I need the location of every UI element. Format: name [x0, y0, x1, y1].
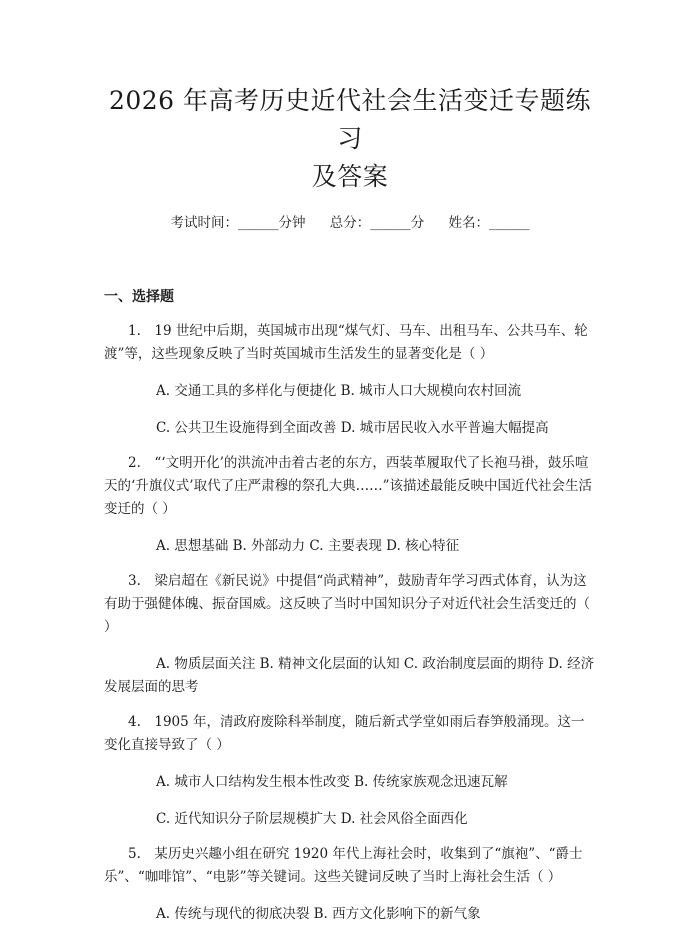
exam-meta: [104, 212, 596, 234]
question-4-options-line-2: C. 近代知识分子阶层规模扩大 D. 社会风俗全面西化: [156, 811, 468, 827]
total-score-field: 总分：______分: [329, 215, 425, 231]
question-4-options: [104, 771, 596, 831]
question-2: 2. “‘文明开化’的洪流冲击着古老的东方，西装革履取代了长袍马褂，鼓乐喧天的‘升旗仪式’取代了庄严肃穆的祭孔大典……”该描述最能反映中国近代社会生活变迁的（ ）: [104, 455, 592, 517]
question-5-options-line-1: A. 传统与现代的彻底决裂 B. 西方文化影响下的新气象: [156, 906, 481, 922]
question-1-options: [104, 380, 596, 440]
question-1-options-line-1: A. 交通工具的多样化与便捷化 B. 城市人口大规模向农村回流: [156, 383, 522, 399]
section-heading: 一、选择题: [104, 289, 174, 305]
question-4-options-line-1: A. 城市人口结构发生根本性改变 B. 传统家族观念迅速瓦解: [156, 774, 508, 790]
question-2-options: [104, 535, 596, 558]
document-title: [104, 0, 596, 196]
question-5-options: [104, 903, 596, 926]
question-1-options-line-2: C. 公共卫生设施得到全面改善 D. 城市居民收入水平普遍大幅提高: [156, 420, 549, 436]
question-3-options: [104, 653, 596, 699]
student-name-field: 姓名：______: [448, 215, 530, 231]
title-line-2: 及答案: [311, 162, 389, 191]
exam-time-field: 考试时间：______分钟: [170, 215, 306, 231]
question-1: 1. 19 世纪中后期，英国城市出现“煤气灯、马车、出租马车、公共马车、轮渡”等，这些现象反映了当时英国城市生活发生的显著变化是（ ）: [104, 323, 588, 362]
question-5: 5. 某历史兴趣小组在研究 1920 年代上海社会时，收集到了“旗袍”、“爵士乐”、“咖啡馆”、“电影”等关键词。这些关键词反映了当时上海社会生活（ ）: [104, 846, 583, 885]
title-line-1: 2026 年高考历史近代社会生活变迁专题练习: [108, 86, 592, 153]
question-3: 3. 梁启超在《新民说》中提倡“尚武精神”，鼓励青年学习西式体育，认为这有助于强健体魄、振奋国威。这反映了当时中国知识分子对近代社会生活变迁的（ ）: [104, 573, 590, 635]
question-3-options-line-1: A. 物质层面关注 B. 精神文化层面的认知 C. 政治制度层面的期待 D. 经济发展层面的思考: [104, 656, 595, 695]
question-2-options-line-1: A. 思想基础 B. 外部动力 C. 主要表现 D. 核心特征: [156, 538, 460, 554]
question-4: 4. 1905 年，清政府废除科举制度，随后新式学堂如雨后春笋般涌现。这一变化直接导致了（ ）: [104, 714, 585, 753]
